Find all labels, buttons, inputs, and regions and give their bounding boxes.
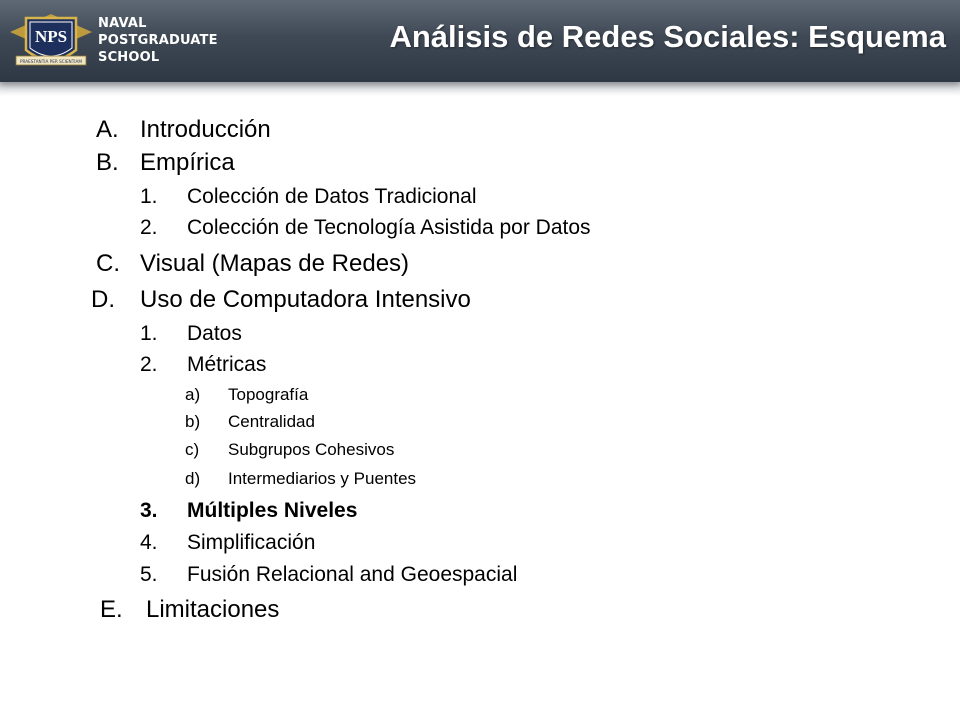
- outline-text: Uso de Computadora Intensivo: [140, 286, 471, 313]
- school-line-2: POSTGRADUATE: [98, 33, 218, 48]
- outline-text: Colección de Tecnología Asistida por Datos: [187, 216, 591, 239]
- logo-text: NPS: [34, 27, 68, 46]
- outline-marker: a): [185, 385, 201, 404]
- outline-text: Datos: [187, 322, 242, 345]
- school-name: [98, 15, 218, 66]
- outline-marker: 3.: [140, 499, 158, 522]
- outline-marker: 1.: [140, 322, 158, 345]
- outline-text: Métricas: [187, 353, 267, 376]
- outline-text: Empírica: [140, 149, 235, 176]
- outline-text: Introducción: [140, 116, 271, 143]
- outline-text: Simplificación: [187, 531, 316, 554]
- outline-text: Múltiples Niveles: [187, 499, 358, 522]
- outline-marker: 5.: [140, 563, 158, 586]
- outline-text: Centralidad: [228, 412, 315, 431]
- outline-text: Subgrupos Cohesivos: [228, 440, 395, 459]
- outline-marker: 4.: [140, 531, 158, 554]
- outline-marker: B.: [96, 149, 119, 176]
- outline-marker: d): [185, 469, 201, 488]
- outline-text: Visual (Mapas de Redes): [140, 250, 410, 277]
- outline-text: Fusión Relacional and Geoespacial: [187, 563, 518, 586]
- outline-text: Topografía: [228, 385, 309, 404]
- outline-marker: E.: [100, 596, 123, 623]
- outline-marker: c): [185, 440, 200, 459]
- outline-marker: 1.: [140, 185, 158, 208]
- outline-text: Intermediarios y Puentes: [228, 469, 417, 488]
- school-line-1: NAVAL: [98, 16, 147, 31]
- title-bar: [0, 0, 960, 82]
- outline-marker: D.: [91, 286, 115, 313]
- logo-motto: PRAESTANTIA PER SCIENTIAM: [20, 59, 82, 64]
- nps-logo: [6, 4, 96, 76]
- outline-marker: 2.: [140, 353, 158, 376]
- school-line-3: SCHOOL: [98, 50, 160, 65]
- outline-marker: b): [185, 412, 201, 431]
- header-shadow: [0, 82, 960, 96]
- outline-marker: 2.: [140, 216, 158, 239]
- outline-text: Colección de Datos Tradicional: [187, 185, 477, 208]
- outline-marker: A.: [96, 116, 119, 143]
- slide-title: Análisis de Redes Sociales: Esquema: [389, 19, 946, 54]
- outline-marker: C.: [96, 250, 120, 277]
- outline-text: Limitaciones: [146, 596, 280, 623]
